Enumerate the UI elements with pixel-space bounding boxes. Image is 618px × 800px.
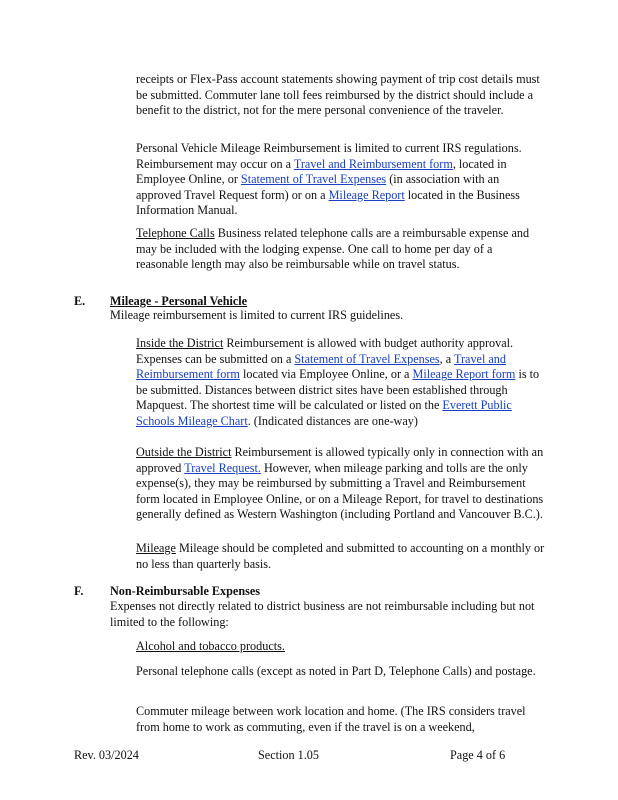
non-reimbursable-item: Commuter mileage between work location and home. (The IRS considers travel from home to work as commuting, even if the travel is on a weekend, — [136, 704, 526, 734]
mileage-note-title: Mileage — [136, 541, 176, 555]
section-e-letter: E. — [74, 294, 86, 308]
footer-page-number: Page 4 of 6 — [450, 748, 506, 762]
inside-district-text-4: is to be submitted. Distances between district sites have been established through Mapquest. The shortest time will be calculated or listed on the — [136, 367, 540, 413]
mileage-report-link[interactable]: Mileage Report — [328, 187, 405, 202]
inside-district-text-3: located via Employee Online, or a — [239, 367, 413, 382]
personal-vehicle-text: Personal Vehicle Mileage Reimbursement is limited to current IRS regulations. Reimbursement may occur on a — [136, 141, 522, 171]
section-e-intro: Mileage reimbursement is limited to current IRS guidelines. — [110, 308, 404, 322]
travel-reimbursement-form-link-2[interactable]: Travel and Reimbursement form — [136, 351, 506, 382]
mileage-report-form-link[interactable]: Mileage Report form — [412, 367, 516, 382]
outside-district-text-2: However, when mileage parking and tolls are the only expense(s), they may be reimbursed by submitting a Travel and Reimbursement form located in Employee Online, or on a Mileage Report, for travel to destinations generally defined as Western Washington (including Portland and Vancouver B.C.). — [136, 460, 544, 522]
statement-of-travel-expenses-link-2[interactable]: Statement of Travel Expenses — [294, 351, 440, 366]
telephone-calls-paragraph — [136, 226, 546, 273]
non-reimbursable-item: Personal telephone calls (except as noted in Part D, Telephone Calls) and postage. — [136, 664, 536, 678]
outside-district-paragraph — [136, 445, 546, 523]
travel-reimbursement-form-link[interactable]: Travel and Reimbursement form — [293, 156, 453, 171]
intro-continuation-paragraph: receipts or Flex-Pass account statements showing payment of trip cost details must be submitted. Commuter lane toll fees reimbursed by the district should include a benefit to the district, not for the mere personal convenience of the traveler. — [136, 72, 540, 118]
statement-of-travel-expenses-link[interactable]: Statement of Travel Expenses — [240, 172, 387, 187]
mileage-note-paragraph — [136, 541, 546, 572]
inside-district-text-5: . (Indicated distances are one-way) — [247, 413, 418, 428]
telephone-calls-title: Telephone Calls — [136, 226, 215, 240]
mileage-note-text: Mileage should be completed and submitted to accounting on a monthly or no less than quarterly basis. — [136, 541, 545, 571]
section-f-intro: Expenses not directly related to district business are not reimbursable including but not limited to the following: — [110, 599, 535, 629]
personal-vehicle-text-2: , located in Employee Online, or — [136, 156, 507, 187]
footer-section: Section 1.05 — [258, 748, 319, 762]
section-f-title: Non-Reimbursable Expenses — [110, 584, 260, 598]
telephone-calls-text: Business related telephone calls are a reimbursable expense and may be included with the lodging expense. One call to home per day of a reasonable length may also be reimbursable while on travel status. — [136, 226, 530, 272]
personal-vehicle-paragraph — [136, 141, 546, 219]
outside-district-title: Outside the District — [136, 445, 232, 459]
footer-revision: Rev. 03/2024 — [74, 748, 139, 762]
outside-district-text: Reimbursement is allowed typically only in connection with an approved — [136, 445, 544, 475]
mileage-chart-link[interactable]: Everett Public Schools Mileage Chart — [136, 398, 512, 428]
inside-district-title: Inside the District — [136, 336, 224, 350]
travel-request-link[interactable]: Travel Request. — [184, 460, 261, 475]
personal-vehicle-text-4: located in the Business Information Manual. — [136, 187, 520, 218]
inside-district-text-2: , a — [439, 351, 454, 366]
section-f-letter: F. — [74, 584, 84, 598]
personal-vehicle-text-3: (in association with an approved Travel Request form) or on a — [136, 172, 500, 202]
inside-district-text: Reimbursement is allowed with budget authority approval. Expenses can be submitted on a — [136, 336, 514, 366]
non-reimbursable-item: Alcohol and tobacco products. — [136, 639, 285, 653]
inside-district-paragraph — [136, 336, 546, 430]
section-e-title: Mileage - Personal Vehicle — [110, 294, 248, 308]
